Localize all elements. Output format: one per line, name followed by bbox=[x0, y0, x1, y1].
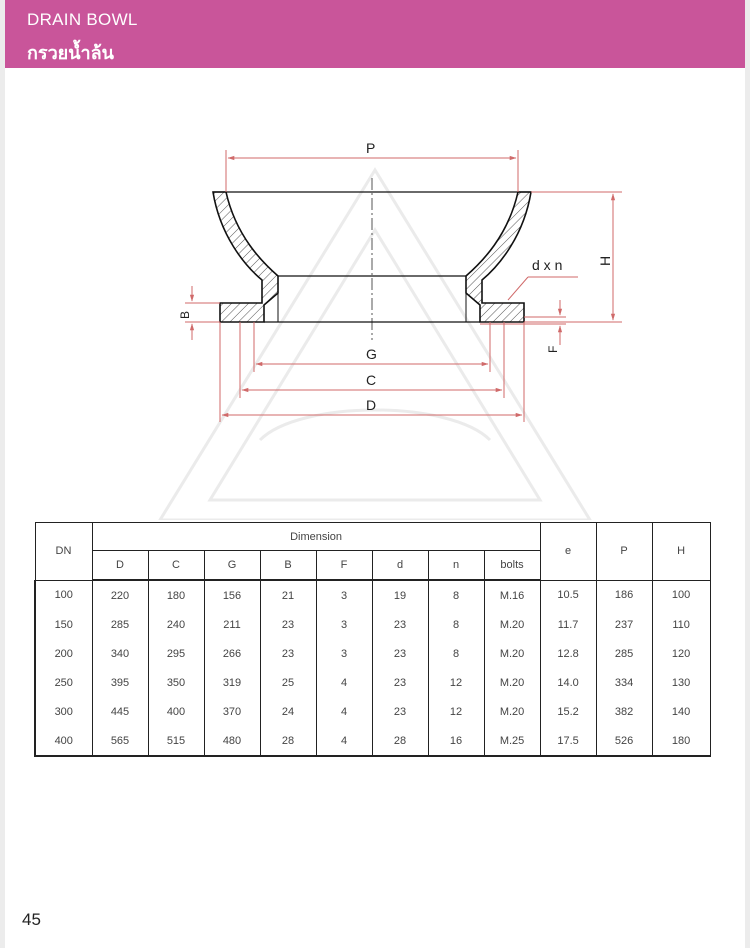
table-cell: 526 bbox=[596, 726, 652, 756]
table-cell: 237 bbox=[596, 610, 652, 639]
table-cell: 12.8 bbox=[540, 639, 596, 668]
table-cell: 4 bbox=[316, 726, 372, 756]
table-cell: 11.7 bbox=[540, 610, 596, 639]
label-h: H bbox=[597, 255, 613, 266]
bowl-wall-left bbox=[213, 192, 278, 322]
table-cell: M.20 bbox=[484, 610, 540, 639]
table-cell: 100 bbox=[35, 580, 92, 610]
table-cell: 28 bbox=[260, 726, 316, 756]
table-cell: 395 bbox=[92, 668, 148, 697]
table-cell: 340 bbox=[92, 639, 148, 668]
dimension-lines bbox=[185, 150, 622, 422]
table-cell: 220 bbox=[92, 580, 148, 610]
table-cell: M.20 bbox=[484, 668, 540, 697]
table-cell: 334 bbox=[596, 668, 652, 697]
table-cell: 285 bbox=[92, 610, 148, 639]
table-cell: 4 bbox=[316, 697, 372, 726]
table-cell: 23 bbox=[372, 697, 428, 726]
table-cell: 24 bbox=[260, 697, 316, 726]
table-row bbox=[35, 580, 710, 610]
table-cell: 130 bbox=[652, 668, 710, 697]
table-cell: 200 bbox=[35, 639, 92, 668]
table-cell: 14.0 bbox=[540, 668, 596, 697]
label-d: D bbox=[366, 397, 377, 413]
table-cell: 23 bbox=[260, 639, 316, 668]
label-f: F bbox=[546, 345, 560, 353]
table-row bbox=[35, 610, 710, 639]
table-cell: M.20 bbox=[484, 639, 540, 668]
table-cell: 28 bbox=[372, 726, 428, 756]
subheader-n: n bbox=[428, 551, 484, 581]
table-cell: 3 bbox=[316, 639, 372, 668]
subheader-g: G bbox=[204, 551, 260, 581]
table-cell: 266 bbox=[204, 639, 260, 668]
table-cell: 12 bbox=[428, 697, 484, 726]
dimension-table bbox=[34, 522, 711, 757]
table-cell: 25 bbox=[260, 668, 316, 697]
table-cell: 295 bbox=[148, 639, 204, 668]
table-cell: 19 bbox=[372, 580, 428, 610]
table-cell: 15.2 bbox=[540, 697, 596, 726]
table-cell: 382 bbox=[596, 697, 652, 726]
bowl-wall-right bbox=[466, 192, 531, 322]
table-row bbox=[35, 726, 710, 756]
header-h: H bbox=[652, 523, 710, 581]
table-cell: 180 bbox=[148, 580, 204, 610]
table-cell: 445 bbox=[92, 697, 148, 726]
table-cell: 370 bbox=[204, 697, 260, 726]
table-cell: 3 bbox=[316, 580, 372, 610]
table-cell: 110 bbox=[652, 610, 710, 639]
table-cell: 120 bbox=[652, 639, 710, 668]
table-cell: 319 bbox=[204, 668, 260, 697]
label-c: C bbox=[366, 372, 377, 388]
table-cell: 400 bbox=[35, 726, 92, 756]
table-cell: M.20 bbox=[484, 697, 540, 726]
table-cell: 23 bbox=[260, 610, 316, 639]
label-p: P bbox=[366, 140, 376, 156]
subheader-f: F bbox=[316, 551, 372, 581]
table-cell: 23 bbox=[372, 639, 428, 668]
table-cell: 400 bbox=[148, 697, 204, 726]
table-cell: 23 bbox=[372, 668, 428, 697]
table-cell: 100 bbox=[652, 580, 710, 610]
title-english: DRAIN BOWL bbox=[27, 10, 138, 29]
table-cell: M.16 bbox=[484, 580, 540, 610]
table-cell: 8 bbox=[428, 580, 484, 610]
table-row bbox=[35, 668, 710, 697]
table-cell: 211 bbox=[204, 610, 260, 639]
table-cell: 186 bbox=[596, 580, 652, 610]
table-cell: 8 bbox=[428, 610, 484, 639]
subheader-b: B bbox=[260, 551, 316, 581]
table-cell: 240 bbox=[148, 610, 204, 639]
header-e: e bbox=[540, 523, 596, 581]
label-d-x-n: d x n bbox=[532, 257, 563, 273]
table-cell: 23 bbox=[372, 610, 428, 639]
subheader-d: D bbox=[92, 551, 148, 581]
table-cell: 515 bbox=[148, 726, 204, 756]
table-cell: 10.5 bbox=[540, 580, 596, 610]
title-thai: กรวยน้ำล้น bbox=[27, 43, 114, 63]
table-cell: 17.5 bbox=[540, 726, 596, 756]
table-cell: 565 bbox=[92, 726, 148, 756]
table-cell: 285 bbox=[596, 639, 652, 668]
table-cell: 480 bbox=[204, 726, 260, 756]
table-cell: 156 bbox=[204, 580, 260, 610]
table-cell: 3 bbox=[316, 610, 372, 639]
table-cell: 300 bbox=[35, 697, 92, 726]
label-b: B bbox=[178, 310, 192, 319]
subheader-bolts: bolts bbox=[484, 551, 540, 581]
header-dimension: Dimension bbox=[92, 523, 540, 551]
table-cell: 150 bbox=[35, 610, 92, 639]
page-number: 45 bbox=[22, 910, 41, 929]
table-cell: 12 bbox=[428, 668, 484, 697]
table-cell: 140 bbox=[652, 697, 710, 726]
table-cell: 180 bbox=[652, 726, 710, 756]
header-p: P bbox=[596, 523, 652, 581]
table-row bbox=[35, 697, 710, 726]
table-cell: 250 bbox=[35, 668, 92, 697]
subheader-c: C bbox=[148, 551, 204, 581]
header-dn: DN bbox=[35, 523, 92, 581]
table-cell: 21 bbox=[260, 580, 316, 610]
table-cell: M.25 bbox=[484, 726, 540, 756]
subheader-d-small: d bbox=[372, 551, 428, 581]
table-cell: 8 bbox=[428, 639, 484, 668]
table-cell: 4 bbox=[316, 668, 372, 697]
table-row bbox=[35, 639, 710, 668]
table-cell: 16 bbox=[428, 726, 484, 756]
table-cell: 350 bbox=[148, 668, 204, 697]
label-g: G bbox=[366, 346, 377, 362]
